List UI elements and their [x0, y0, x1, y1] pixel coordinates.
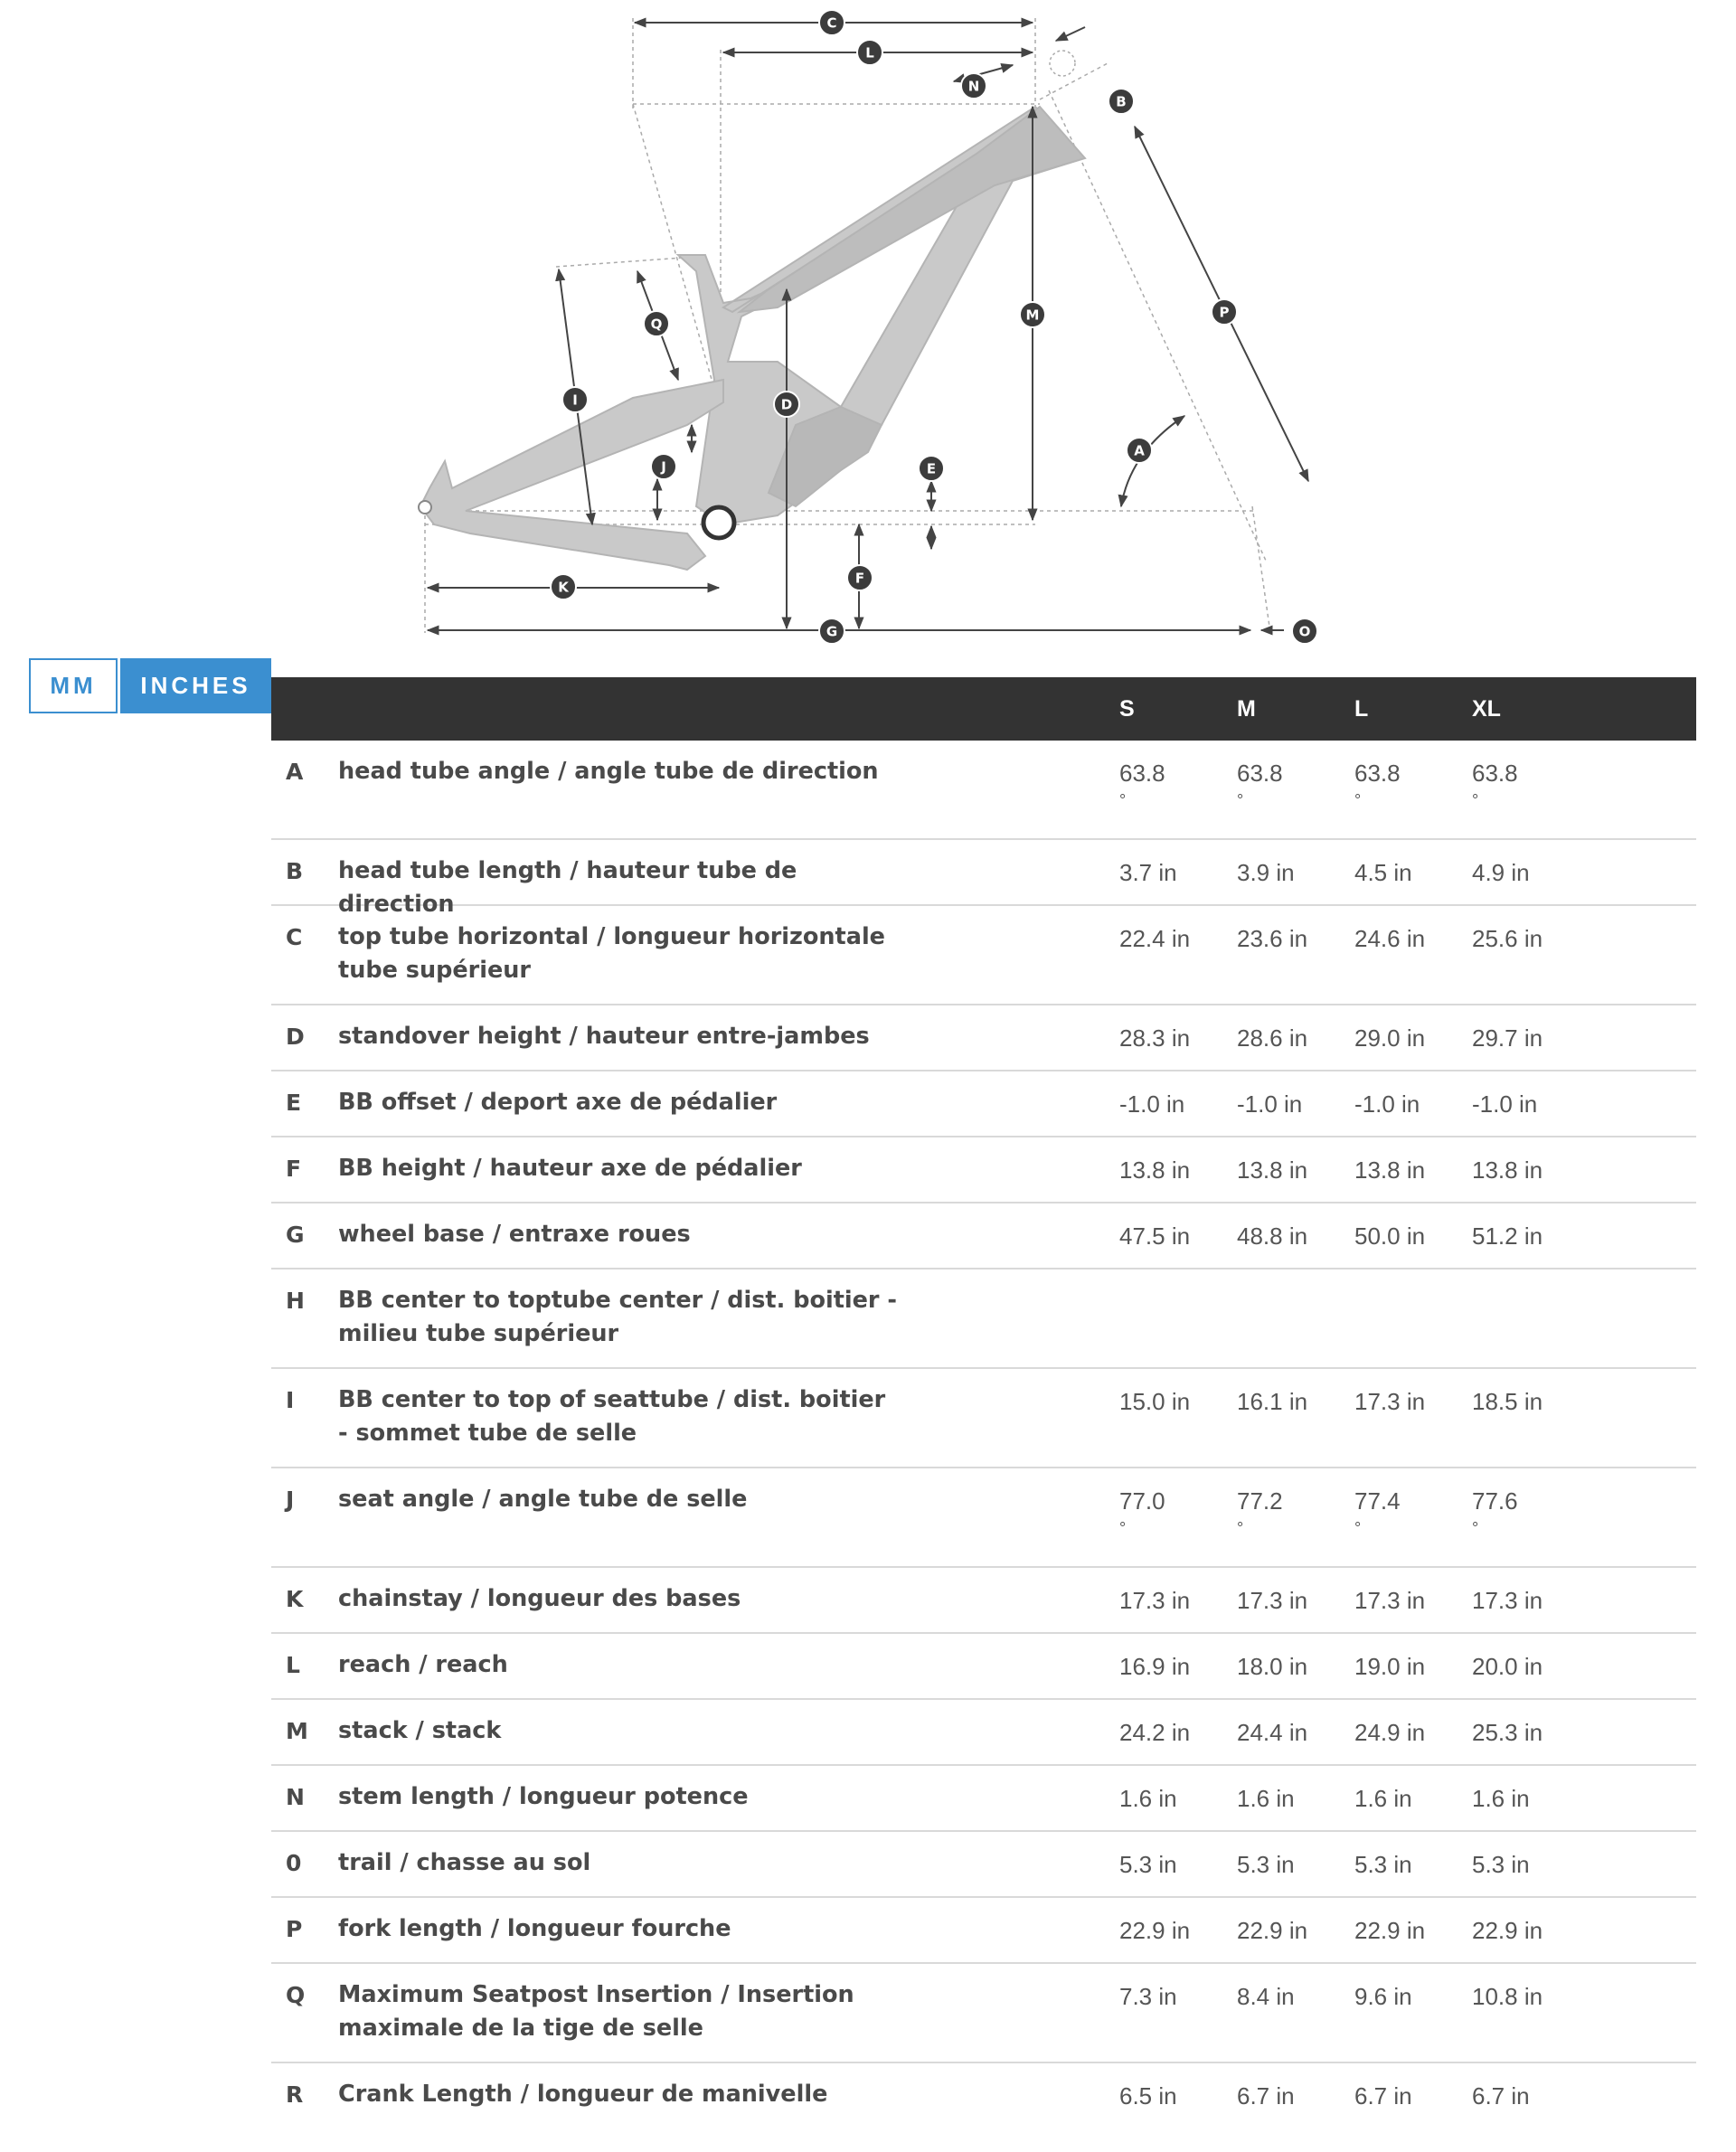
- row-value: 25.6 in: [1472, 925, 1543, 952]
- row-letter: N: [286, 1784, 305, 1810]
- callout-m: [1020, 302, 1045, 327]
- row-value: 63.8 °: [1237, 760, 1283, 809]
- row-value: 16.1 in: [1237, 1388, 1308, 1415]
- svg-text:O: O: [1298, 623, 1311, 640]
- table-row: [271, 906, 1696, 1005]
- row-label: stem length / longueur potence: [338, 1783, 749, 1810]
- table-header: [271, 677, 1696, 741]
- row-value: -1.0 in: [1237, 1090, 1303, 1118]
- row-value: 25.3 in: [1472, 1719, 1543, 1746]
- degree-unit: °: [1354, 1519, 1362, 1537]
- svg-text:N: N: [967, 78, 980, 95]
- row-letter: D: [286, 1024, 305, 1050]
- row-letter: C: [286, 924, 303, 950]
- row-label: BB center to top of seattube / dist. boitier - sommet tube de selle: [338, 1386, 886, 1447]
- row-label: top tube horizontal / longueur horizontale tube supérieur: [338, 923, 885, 984]
- row-value: 19.0 in: [1354, 1653, 1426, 1680]
- row-value: 77.2 °: [1237, 1487, 1283, 1537]
- row-letter: 0: [286, 1850, 302, 1876]
- row-value: 4.9 in: [1472, 859, 1530, 886]
- row-value: 1.6 in: [1354, 1785, 1412, 1812]
- row-letter: R: [286, 2081, 304, 2108]
- row-value: 16.9 in: [1119, 1653, 1191, 1680]
- row-label: trail / chasse au sol: [338, 1849, 591, 1876]
- table-row: [271, 1468, 1696, 1568]
- row-value: 28.3 in: [1119, 1024, 1191, 1052]
- svg-text:D: D: [780, 396, 793, 413]
- row-letter: G: [286, 1222, 305, 1248]
- table-row: [271, 840, 1696, 918]
- svg-text:A: A: [1134, 442, 1145, 459]
- svg-text:J: J: [661, 458, 666, 476]
- row-value: 1.6 in: [1119, 1785, 1177, 1812]
- callout-d: [774, 392, 799, 417]
- row-value: 15.0 in: [1119, 1388, 1191, 1415]
- row-label: wheel base / entraxe roues: [338, 1221, 691, 1248]
- row-value: 22.9 in: [1472, 1917, 1543, 1944]
- row-letter: H: [286, 1288, 305, 1314]
- row-value: 29.0 in: [1354, 1024, 1426, 1052]
- row-value: 13.8 in: [1472, 1156, 1543, 1184]
- table-row: [271, 1071, 1696, 1137]
- row-label: reach / reach: [338, 1651, 508, 1678]
- row-value: 5.3 in: [1354, 1851, 1412, 1878]
- row-letter: J: [286, 1487, 295, 1513]
- row-value: 13.8 in: [1119, 1156, 1191, 1184]
- row-label: head tube length / hauteur tube de direction: [338, 857, 797, 918]
- table-row: [271, 1964, 1696, 2063]
- row-value: 24.6 in: [1354, 925, 1426, 952]
- row-value: 5.3 in: [1472, 1851, 1530, 1878]
- row-value: 6.7 in: [1354, 2082, 1412, 2110]
- row-value: 51.2 in: [1472, 1222, 1543, 1250]
- svg-text:K: K: [558, 579, 569, 596]
- callout-p: [1212, 299, 1237, 325]
- table-row: [271, 1369, 1696, 1468]
- degree-unit: °: [1119, 791, 1127, 809]
- row-value: 17.3 in: [1354, 1587, 1426, 1614]
- callout-a: [1127, 438, 1152, 463]
- svg-text:F: F: [854, 570, 865, 587]
- row-value: 29.7 in: [1472, 1024, 1543, 1052]
- row-value: 23.6 in: [1237, 925, 1308, 952]
- row-value: 18.0 in: [1237, 1653, 1308, 1680]
- row-value: 6.7 in: [1237, 2082, 1295, 2110]
- degree-unit: °: [1237, 791, 1244, 809]
- row-label: BB offset / deport axe de pédalier: [338, 1089, 778, 1116]
- row-value: 6.5 in: [1119, 2082, 1177, 2110]
- row-value: 63.8 °: [1119, 760, 1165, 809]
- row-value: 3.9 in: [1237, 859, 1295, 886]
- row-value: 18.5 in: [1472, 1388, 1543, 1415]
- row-letter: B: [286, 858, 304, 884]
- row-label: head tube angle / angle tube de direction: [338, 758, 879, 785]
- table-row: [271, 1568, 1696, 1634]
- row-letter: E: [286, 1090, 302, 1116]
- row-letter: K: [286, 1586, 304, 1612]
- row-value: 24.2 in: [1119, 1719, 1191, 1746]
- row-label: seat angle / angle tube de selle: [338, 1486, 748, 1513]
- callout-o: [1292, 618, 1317, 644]
- row-label: Crank Length / longueur de manivelle: [338, 2081, 828, 2108]
- row-value: -1.0 in: [1354, 1090, 1420, 1118]
- row-value: 10.8 in: [1472, 1983, 1543, 2010]
- row-letter: A: [286, 759, 304, 785]
- row-value: 17.3 in: [1119, 1587, 1191, 1614]
- svg-text:C: C: [826, 14, 837, 32]
- row-value: 7.3 in: [1119, 1983, 1177, 2010]
- row-value: 5.3 in: [1119, 1851, 1177, 1878]
- svg-text:M: M: [1025, 307, 1040, 324]
- unit-toggle: [29, 658, 271, 713]
- svg-text:G: G: [826, 623, 838, 640]
- row-label: chainstay / longueur des bases: [338, 1585, 741, 1612]
- row-letter: Q: [286, 1982, 306, 2008]
- row-letter: M: [286, 1718, 308, 1744]
- callout-b: [1109, 89, 1134, 114]
- row-value: 20.0 in: [1472, 1653, 1543, 1680]
- callout-f: [847, 565, 873, 590]
- bike-geometry-diagram: [0, 0, 1736, 651]
- degree-unit: °: [1119, 1519, 1127, 1537]
- table-row: [271, 1634, 1696, 1700]
- row-value: 4.5 in: [1354, 859, 1412, 886]
- row-value: -1.0 in: [1119, 1090, 1185, 1118]
- table-row: [271, 741, 1696, 840]
- row-value: 13.8 in: [1354, 1156, 1426, 1184]
- row-letter: L: [286, 1652, 300, 1678]
- row-value: 77.4 °: [1354, 1487, 1401, 1537]
- table-row: [271, 2063, 1696, 2129]
- callout-k: [551, 574, 576, 599]
- row-value: 77.0 °: [1119, 1487, 1165, 1537]
- row-value: 1.6 in: [1472, 1785, 1530, 1812]
- row-letter: F: [286, 1156, 302, 1182]
- callout-c: [819, 10, 844, 35]
- callout-j: [651, 454, 676, 479]
- row-value: 17.3 in: [1472, 1587, 1543, 1614]
- svg-text:I: I: [572, 392, 578, 409]
- row-value: 63.8 °: [1354, 760, 1401, 809]
- row-value: 9.6 in: [1354, 1983, 1412, 2010]
- row-value: 17.3 in: [1354, 1388, 1426, 1415]
- table-row: [271, 1269, 1696, 1369]
- callout-q: [644, 311, 669, 336]
- svg-text:P: P: [1219, 304, 1230, 321]
- row-value: 50.0 in: [1354, 1222, 1426, 1250]
- table-row: [271, 1898, 1696, 1964]
- degree-unit: °: [1237, 1519, 1244, 1537]
- row-value: 6.7 in: [1472, 2082, 1530, 2110]
- row-label: stack / stack: [338, 1717, 502, 1744]
- row-value: 24.9 in: [1354, 1719, 1426, 1746]
- row-value: 77.6 °: [1472, 1487, 1518, 1537]
- column-header-s: S: [1119, 696, 1135, 722]
- row-label: Maximum Seatpost Insertion / Insertion maximale de la tige de selle: [338, 1981, 854, 2042]
- table-row: [271, 1766, 1696, 1832]
- column-header-m: M: [1237, 696, 1256, 722]
- column-header-l: L: [1354, 696, 1369, 722]
- row-value: 22.9 in: [1354, 1917, 1426, 1944]
- svg-text:B: B: [1116, 93, 1127, 110]
- callout-n: [961, 73, 986, 99]
- row-label: fork length / longueur fourche: [338, 1915, 731, 1942]
- row-value: 5.3 in: [1237, 1851, 1295, 1878]
- svg-text:E: E: [926, 460, 937, 477]
- table-row: [271, 1203, 1696, 1269]
- degree-unit: °: [1354, 791, 1362, 809]
- svg-text:Q: Q: [650, 316, 663, 333]
- row-value: 22.4 in: [1119, 925, 1191, 952]
- mm-unit-button[interactable]: MM: [29, 658, 118, 713]
- row-label: BB center to toptube center / dist. boitier - milieu tube supérieur: [338, 1287, 897, 1347]
- row-value: -1.0 in: [1472, 1090, 1538, 1118]
- degree-unit: °: [1472, 791, 1479, 809]
- table-row: [271, 1137, 1696, 1203]
- callout-l: [857, 40, 882, 65]
- row-value: 17.3 in: [1237, 1587, 1308, 1614]
- row-label: standover height / hauteur entre-jambes: [338, 1023, 870, 1050]
- column-header-xl: XL: [1472, 696, 1501, 722]
- row-value: 22.9 in: [1237, 1917, 1308, 1944]
- row-value: 28.6 in: [1237, 1024, 1308, 1052]
- row-value: 13.8 in: [1237, 1156, 1308, 1184]
- row-value: 3.7 in: [1119, 859, 1177, 886]
- row-label: BB height / hauteur axe de pédalier: [338, 1155, 802, 1182]
- row-value: 47.5 in: [1119, 1222, 1191, 1250]
- degree-unit: °: [1472, 1519, 1479, 1537]
- row-value: 1.6 in: [1237, 1785, 1295, 1812]
- row-value: 63.8 °: [1472, 760, 1518, 809]
- callout-i: [562, 387, 588, 412]
- row-letter: I: [286, 1387, 295, 1413]
- table-body: [271, 741, 1696, 2129]
- callout-g: [819, 618, 844, 644]
- table-row: [271, 1832, 1696, 1898]
- table-row: [271, 1700, 1696, 1766]
- row-value: 8.4 in: [1237, 1983, 1295, 2010]
- row-letter: P: [286, 1916, 303, 1942]
- svg-text:L: L: [865, 44, 874, 61]
- inches-unit-button[interactable]: INCHES: [120, 658, 271, 713]
- callout-e: [919, 456, 944, 481]
- table-row: [271, 1005, 1696, 1071]
- row-value: 22.9 in: [1119, 1917, 1191, 1944]
- row-value: 48.8 in: [1237, 1222, 1308, 1250]
- geometry-table: [271, 677, 1696, 2129]
- row-value: 24.4 in: [1237, 1719, 1308, 1746]
